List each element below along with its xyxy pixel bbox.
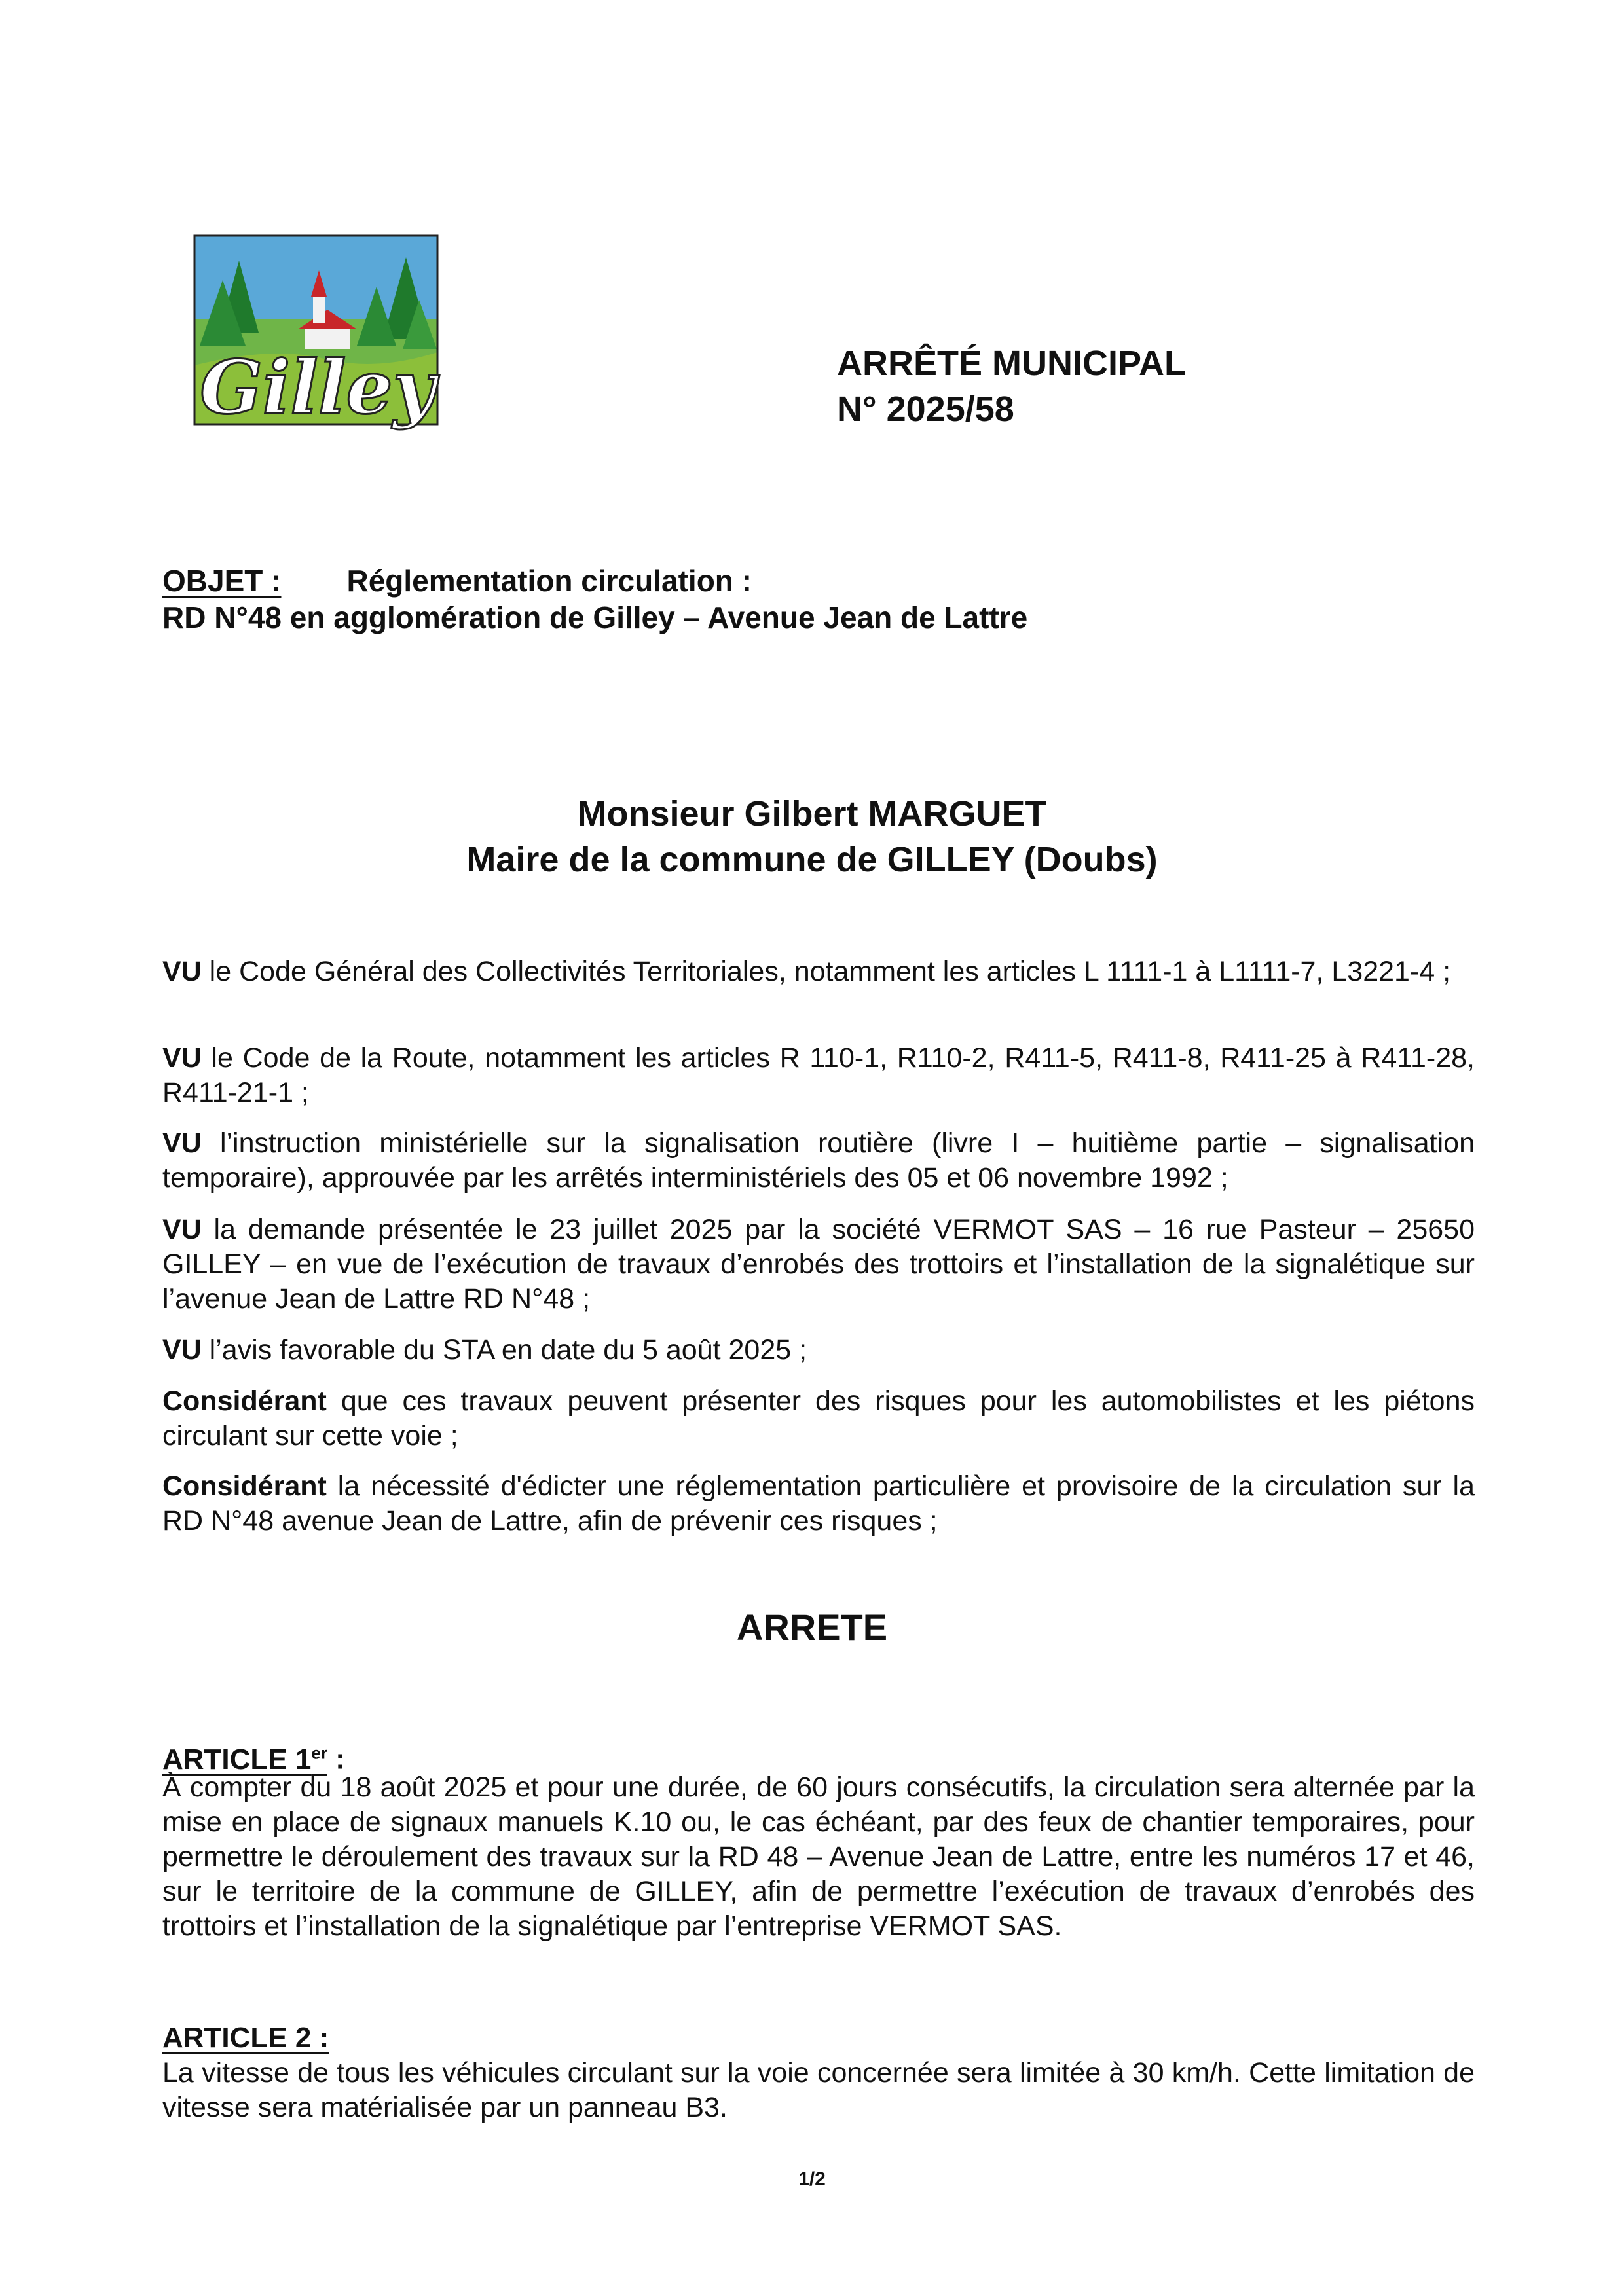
subject-label: OBJET : [162, 564, 282, 598]
preamble-item [162, 1469, 1475, 1539]
article-2-label: ARTICLE 2 : [162, 2022, 329, 2054]
preamble-text: que ces travaux peuvent présenter des risques pour les automobilistes et les piétons circulant sur cette voie ; [162, 1385, 1475, 1451]
decree-number: N° 2025/58 [837, 390, 1014, 429]
preamble-item [162, 1333, 1475, 1368]
preamble-item [162, 1212, 1475, 1317]
preamble-text: le Code Général des Collectivités Territoriales, notamment les articles L 1111-1 à L1111-7, L3221-4 ; [201, 956, 1451, 987]
article-1-text: À compter du 18 août 2025 et pour une durée, de 60 jours consécutifs, la circulation sera alternée par la mise en place de signaux manuels K.10 ou, le cas échéant, par des feux de chantier temporaires, pour permettre le déroulement des travaux sur la RD 48 – Avenue Jean de Lattre, entre les numéros 17 et 46, sur le territoire de la commune de GILLEY, afin de permettre l’exécution de travaux d’enrobés des trottoirs et l’installation de la signalétique par l’entreprise VERMOT SAS. [162, 1772, 1475, 1942]
gilley-logo [193, 234, 439, 441]
logo-text: Gilley [200, 345, 435, 431]
preamble-lead: Considérant [162, 1385, 327, 1417]
article-2-heading [162, 2020, 329, 2056]
subject-line2: RD N°48 en agglomération de Gilley – Avenue Jean de Lattre [162, 600, 1028, 634]
decision-heading: ARRETE [736, 1607, 888, 1648]
mayor-role: Maire de la commune de GILLEY (Doubs) [466, 840, 1158, 879]
preamble-text: la nécessité d'édicter une réglementation particulière et provisoire de la circulation sur la RD N°48 avenue Jean de Lattre, afin de prévenir ces risques ; [162, 1470, 1475, 1537]
decree-title: ARRÊTÉ MUNICIPAL [837, 344, 1186, 383]
preamble-item [162, 1126, 1475, 1195]
preamble-text: l’avis favorable du STA en date du 5 août 2025 ; [201, 1334, 807, 1366]
preamble-lead: VU [162, 1214, 202, 1245]
preamble-text: l’instruction ministérielle sur la signalisation routière (livre I – huitième partie – signalisation temporaire), approuvée par les arrêtés interministériels des 05 et 06 novembre 1992 ; [162, 1127, 1475, 1194]
preamble-lead: VU [162, 956, 202, 987]
subject-line1: Réglementation circulation : [346, 564, 752, 598]
page-number: 1/2 [798, 2168, 826, 2190]
article-2-text: La vitesse de tous les véhicules circulant sur la voie concernée sera limitée à 30 km/h. Cette limitation de vitesse sera matérialisée par un panneau B3. [162, 2057, 1475, 2123]
preamble-text: la demande présentée le 23 juillet 2025 par la société VERMOT SAS – 16 rue Pasteur – 25650 GILLEY – en vue de l’exécution de travaux d’enrobés des trottoirs et l’installation de la signalétique sur l’avenue Jean de Lattre RD N°48 ; [162, 1214, 1475, 1315]
subject-block [162, 562, 752, 600]
preamble-lead: Considérant [162, 1470, 327, 1502]
article-1-label: ARTICLE 1er [162, 1743, 327, 1776]
preamble-lead: VU [162, 1127, 202, 1159]
article-1-colon: : [327, 1743, 345, 1776]
preamble-item [162, 955, 1475, 989]
preamble-item [162, 1041, 1475, 1110]
preamble-item [162, 1384, 1475, 1453]
preamble-lead: VU [162, 1334, 202, 1366]
preamble-lead: VU [162, 1042, 202, 1074]
preamble-text: le Code de la Route, notamment les articles R 110-1, R110-2, R411-5, R411-8, R411-25 à R411-28, R411-21-1 ; [162, 1042, 1475, 1108]
mayor-name: Monsieur Gilbert MARGUET [577, 794, 1047, 833]
